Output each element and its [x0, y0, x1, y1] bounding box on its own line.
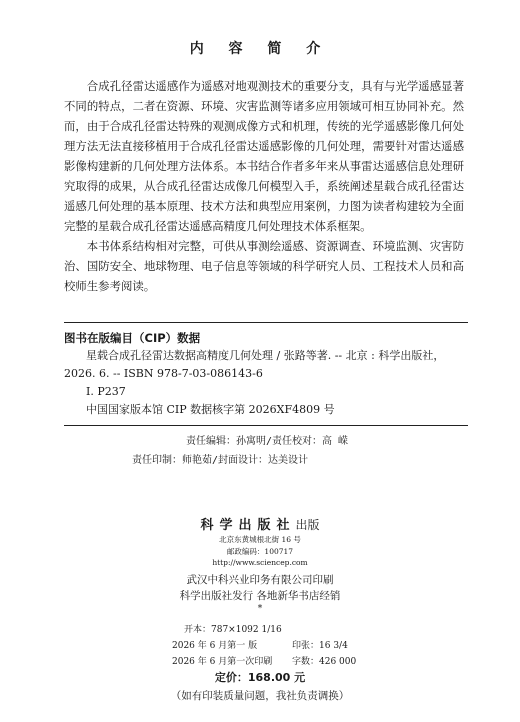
editor-credit: 责任编辑：孙寓明/责任校对：高 嵘 [186, 436, 349, 447]
cip-record-number: 中国国家版本馆 CIP 数据核字第 2026XF4809 号 [86, 403, 335, 416]
page-title: 内 容 简 介 [189, 41, 331, 57]
book-price: 定价：168.00 元 [214, 671, 306, 684]
summary-paragraph-2: 本书体系结构相对完整，可供从事测绘遥感、资源调查、环境监测、灾害防治、国防安全、地球物理、电子信息等领域的科学研究人员、工程技术人员和高校师生参考阅读。 [64, 239, 464, 293]
publisher-line [0, 514, 520, 533]
quality-notice: （如有印装质量问题，我社负责调换） [170, 690, 350, 702]
publisher-address: 北京东黄城根北街 16 号 [219, 535, 301, 544]
word-count: 字数：426 000 [292, 657, 357, 667]
printer-line: 武汉中科兴业印务有限公司印刷 [186, 574, 334, 586]
cip-classification: I. P237 [86, 385, 126, 398]
content-summary [64, 76, 464, 296]
production-credit: 责任印制：师艳茹/封面设计：达美设计 [132, 455, 309, 466]
distribution-line: 科学出版社发行 各地新华书店经销 [179, 590, 341, 602]
print-sheets: 印张：16 3/4 [292, 641, 348, 651]
book-format: 开本：787×1092 1/16 [184, 625, 282, 635]
publisher-postcode: 邮政编码：100717 [226, 547, 294, 556]
publisher-name: 科学出版社 [200, 518, 296, 533]
cip-heading: 图书在版编目（CIP）数据 [64, 331, 201, 345]
edition-date: 2026 年 6 月第一 版 [172, 641, 258, 651]
separator-star: * [257, 604, 263, 614]
cip-data-block [64, 322, 468, 426]
printing-date: 2026 年 6 月第一次印刷 [172, 657, 273, 667]
summary-paragraph-1: 合成孔径雷达遥感作为遥感对地观测技术的重要分支，具有与光学遥感显著不同的特点，二者在资源、环境、灾害监测等诸多应用领域可相互协同补充。然而，由于合成孔径雷达特殊的观测成像方式和机理，传统的光学遥感影像几何处理方法无法直接移植用于合成孔径雷达遥感影像的几何处理，需要针对雷达遥感影像构建新的几何处理方法体系。本书结合作者多年来从事雷达遥感信息处理研究取得的成果，从合成孔径雷达成像几何模型入手，系统阐述星载合成孔径雷达遥感几何处理的基本原理、技术方法和典型应用案例，力图为读者构建较为全面完整的星载合成孔径雷达遥感高精度几何处理技术体系框架。 [64, 79, 464, 233]
cip-book-record: 星载合成孔径雷达数据高精度几何处理 / 张路等著. -- 北京 : 科学出版社，2026. 6. -- ISBN 978-7-03-086143-6 [64, 349, 445, 380]
publisher-website: http://www.sciencep.com [212, 558, 308, 567]
publisher-suffix: 出版 [295, 518, 320, 532]
